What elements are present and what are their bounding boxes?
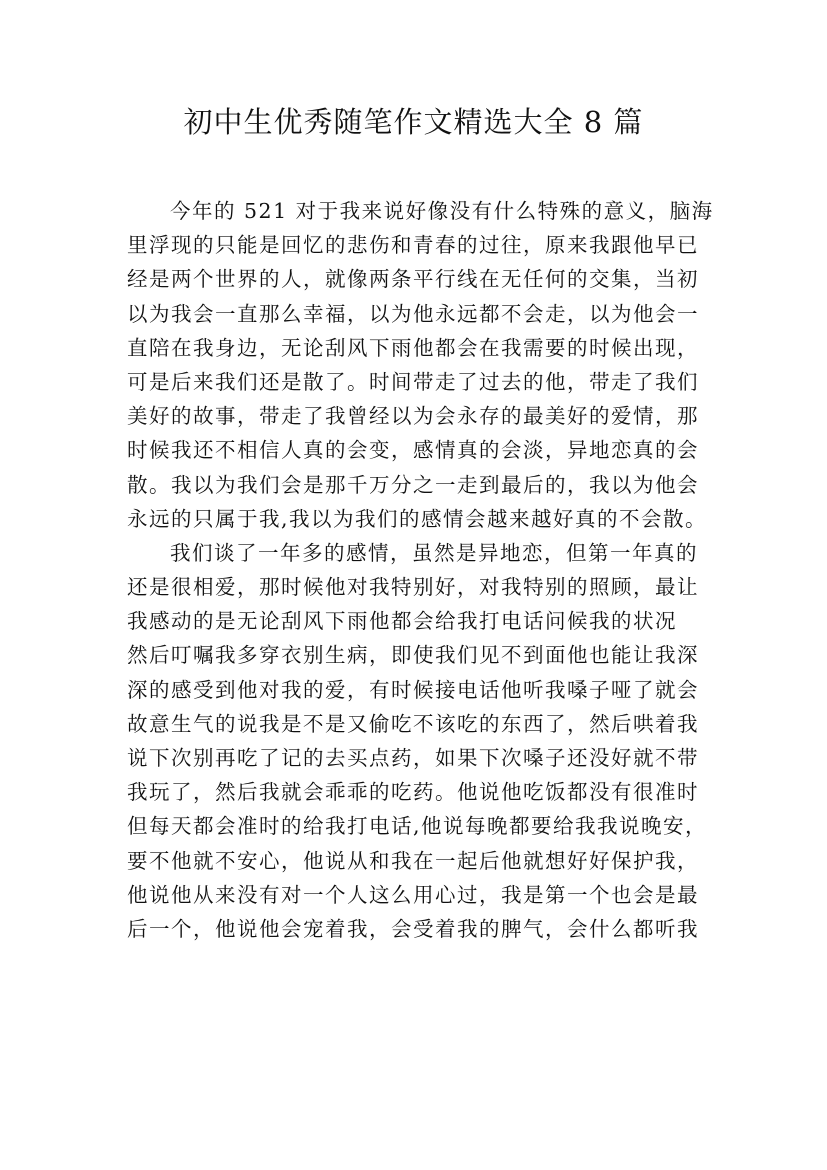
- text-line: 永远的只属于我,我以为我们的感情会越来越好真的不会散。: [127, 506, 708, 531]
- text-line: 说下次别再吃了记的去买点药，如果下次嗓子还没好就不带: [127, 746, 699, 770]
- text-line: 今年的 521 对于我来说好像没有什么特殊的意义，脑海: [170, 199, 714, 223]
- text-line: 后一个，他说他会宠着我，会受着我的脾气，会什么都听我: [127, 916, 699, 941]
- document-body: [127, 194, 714, 946]
- text-line: 以为我会一直那么幸福，以为他永远都不会走，以为他会一: [127, 301, 699, 326]
- paragraph-2: [127, 536, 708, 946]
- document-title: 初中生优秀随笔作文精选大全 8 篇: [183, 105, 644, 139]
- text-line: 但每天都会准时的给我打电话,他说每晚都要给我我说晚安，: [127, 814, 708, 839]
- text-line: 然后叮嘱我多穿衣别生病，即使我们见不到面他也能让我深: [127, 643, 699, 668]
- text-line: 要不他就不安心，他说从和我在一起后他就想好好保护我，: [127, 848, 699, 873]
- text-line: 还是很相爱，那时候他对我特别好，对我特别的照顾，最让: [127, 575, 699, 600]
- text-line: 直陪在我身边，无论刮风下雨他都会在我需要的时候出现，: [127, 335, 699, 360]
- text-line: 里浮现的只能是回忆的悲伤和青春的过往，原来我跟他早已: [127, 233, 699, 258]
- text-line: 经是两个世界的人，就像两条平行线在无任何的交集，当初: [127, 267, 699, 292]
- text-line: 故意生气的说我是不是又偷吃不该吃的东西了，然后哄着我: [127, 711, 699, 736]
- text-line: 他说他从来没有对一个人这么用心过，我是第一个也会是最: [127, 882, 699, 907]
- text-line: 我们谈了一年多的感情，虽然是异地恋，但第一年真的: [170, 540, 698, 565]
- text-line: 散。我以为我们会是那千万分之一走到最后的，我以为他会: [127, 472, 699, 497]
- text-line: 我玩了，然后我就会乖乖的吃药。他说他吃饭都没有很准时: [127, 780, 699, 805]
- paragraph-1: [127, 194, 714, 536]
- text-line: 我感动的是无论刮风下雨他都会给我打电话问候我的状况: [127, 609, 677, 634]
- text-line: 时候我还不相信人真的会变，感情真的会淡，异地恋真的会: [127, 438, 699, 463]
- text-line: 美好的故事，带走了我曾经以为会永存的最美好的爱情，那: [127, 404, 699, 429]
- text-line: 深的感受到他对我的爱，有时候接电话他听我嗓子哑了就会: [127, 677, 699, 702]
- text-line: 可是后来我们还是散了。时间带走了过去的他，带走了我们: [127, 369, 699, 394]
